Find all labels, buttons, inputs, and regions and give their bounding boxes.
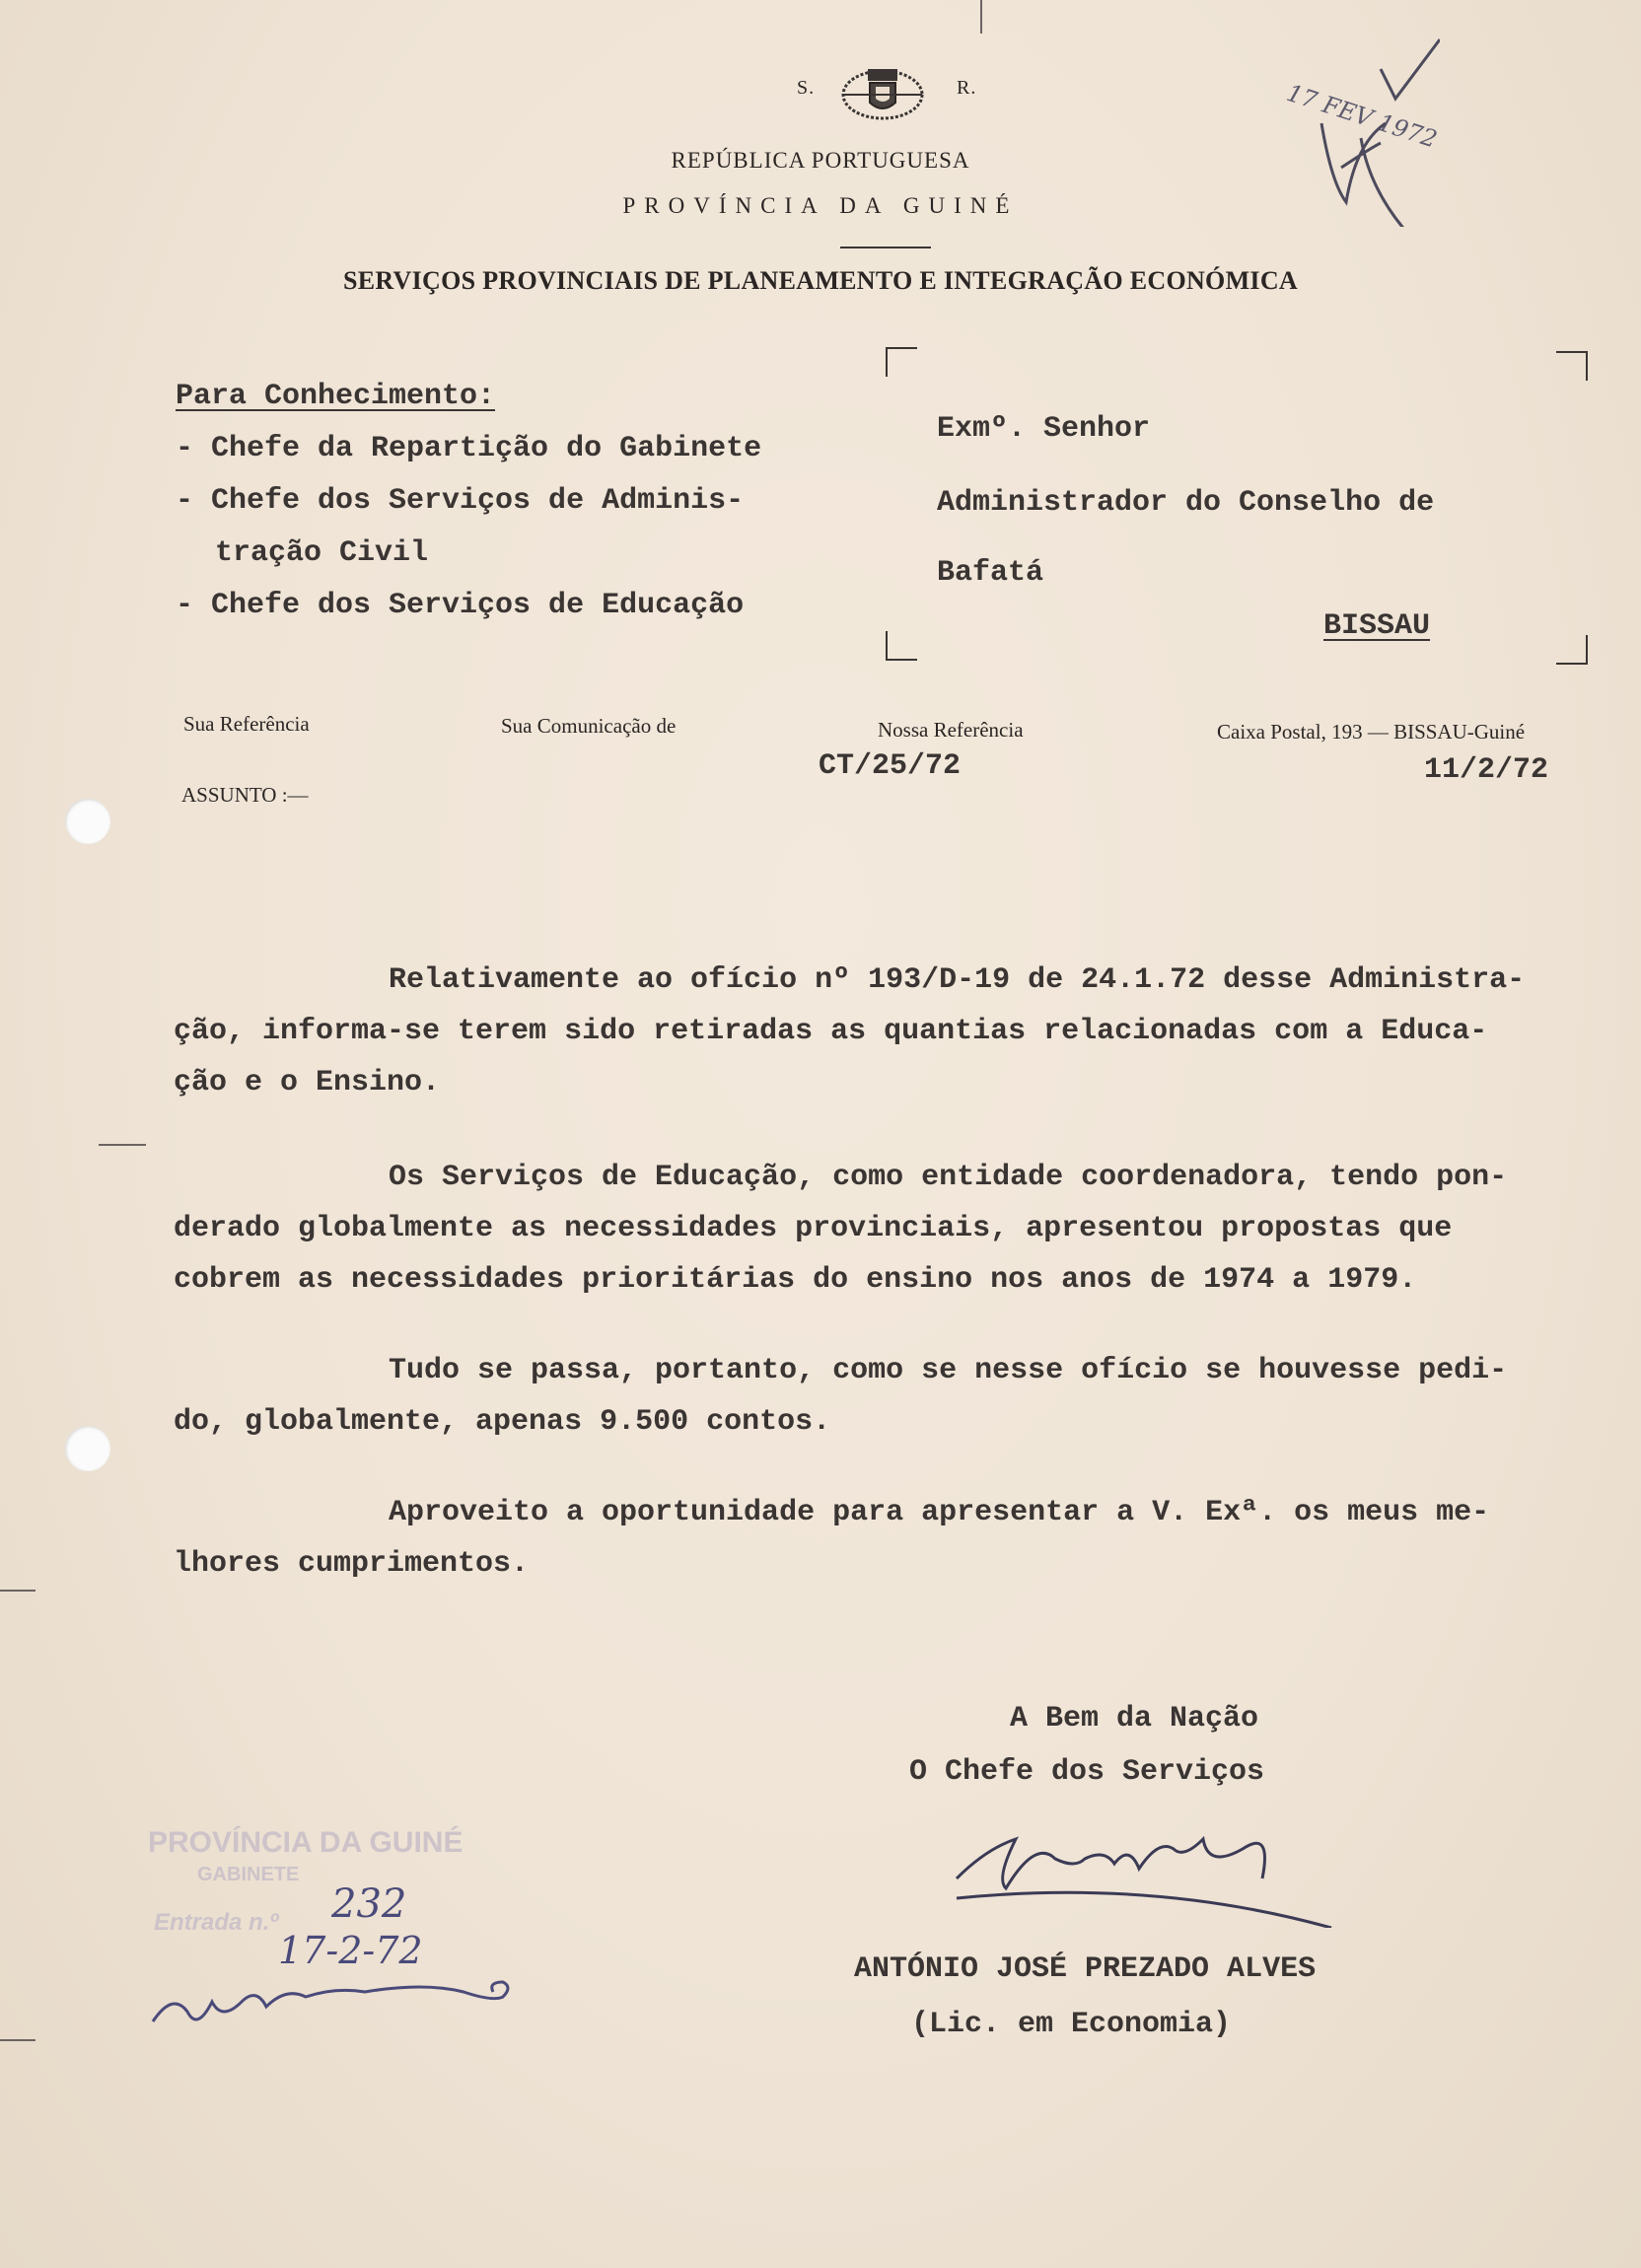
letter-body	[174, 955, 1628, 1590]
paragraph-line: cobrem as necessidades prioritárias do ensino nos anos de 1974 a 1979.	[174, 1263, 1417, 1297]
republic-title: REPÚBLICA PORTUGUESA	[671, 148, 970, 173]
addressee-title: Administrador do Conselho de	[937, 486, 1435, 520]
signatory-name: ANTÓNIO JOSÉ PREZADO ALVES	[854, 1952, 1317, 1986]
entry-number: 232	[331, 1881, 407, 1927]
left-fold-mark	[0, 2039, 36, 2041]
address-corner-bottom-right	[1556, 635, 1588, 665]
punch-hole-bottom	[65, 1426, 110, 1471]
paragraph-line: ção e o Ensino.	[174, 1066, 441, 1099]
address-corner-top-right	[1556, 351, 1588, 381]
signatory-role: O Chefe dos Serviços	[909, 1755, 1265, 1789]
for-knowledge-item: tração Civil	[215, 536, 429, 570]
r-letter: R.	[957, 77, 977, 99]
left-fold-mark	[99, 1144, 146, 1146]
entry-stamp-line1: PROVÍNCIA DA GUINÉ	[148, 1826, 464, 1859]
entry-stamp-line3: Entrada n.º	[154, 1909, 279, 1936]
paragraph-line: ção, informa-se terem sido retiradas as quantias relacionadas com a Educa-	[174, 1015, 1488, 1048]
paragraph-line: Tudo se passa, portanto, como se nesse ofício se houvesse pedi-	[389, 1354, 1508, 1387]
checkmark-initials-icon	[1302, 30, 1440, 227]
for-knowledge-title: Para Conhecimento:	[176, 380, 496, 413]
our-reference-value: CT/25/72	[819, 749, 962, 783]
for-knowledge-item: - Chefe da Repartição do Gabinete	[176, 432, 762, 465]
letter-date: 11/2/72	[1424, 753, 1549, 787]
addressee-city: BISSAU	[1323, 609, 1431, 643]
for-knowledge-item: - Chefe dos Serviços de Adminis-	[176, 484, 745, 518]
paragraph-line: lhores cumprimentos.	[174, 1547, 530, 1581]
addressee-place: Bafatá	[937, 556, 1044, 590]
closing-formula: A Bem da Nação	[1010, 1702, 1259, 1736]
punch-hole-top	[65, 799, 110, 844]
left-fold-mark	[0, 1590, 36, 1592]
service-title: SERVIÇOS PROVINCIAIS DE PLANEAMENTO E INTEGRAÇÃO ECONÓMICA	[342, 266, 1298, 295]
signatory-degree: (Lic. em Economia)	[911, 2008, 1232, 2041]
subject-label: ASSUNTO :—	[181, 783, 309, 807]
entry-initials-signature	[148, 1962, 562, 2041]
your-reference-label: Sua Referência	[183, 712, 310, 736]
received-date-stamp: 17 FEV 1972	[1283, 79, 1441, 154]
for-knowledge-item: - Chefe dos Serviços de Educação	[176, 589, 745, 622]
paragraph-line: Aproveito a oportunidade para apresentar a V. Exª. os meus me-	[389, 1496, 1490, 1529]
paragraph-line: derado globalmente as necessidades provinciais, apresentou propostas que	[174, 1212, 1453, 1245]
your-communication-label: Sua Comunicação de	[501, 714, 677, 738]
addressee-salutation: Exmº. Senhor	[937, 412, 1151, 446]
province-title: PROVÍNCIA DA GUINÉ	[622, 193, 1019, 218]
paragraph-line: Os Serviços de Educação, como entidade coordenadora, tendo pon-	[389, 1161, 1508, 1194]
address-corner-top-left	[886, 347, 917, 377]
coat-of-arms-icon	[838, 55, 927, 130]
handwritten-signature	[947, 1819, 1371, 1928]
po-box-label: Caixa Postal, 193 — BISSAU-Guiné	[1217, 720, 1526, 744]
entry-stamp-line2: GABINETE	[197, 1864, 300, 1885]
entry-date: 17-2-72	[278, 1929, 423, 1972]
s-letter: S.	[797, 77, 816, 99]
for-knowledge-block	[176, 371, 886, 632]
paragraph-line: do, globalmente, apenas 9.500 contos.	[174, 1405, 831, 1439]
paragraph-line: Relativamente ao ofício nº 193/D-19 de 24.1.72 desse Administra-	[389, 963, 1526, 997]
header-divider	[840, 247, 931, 248]
our-reference-label: Nossa Referência	[878, 718, 1024, 742]
top-fold-mark	[980, 0, 982, 34]
address-corner-bottom-left	[886, 631, 917, 661]
